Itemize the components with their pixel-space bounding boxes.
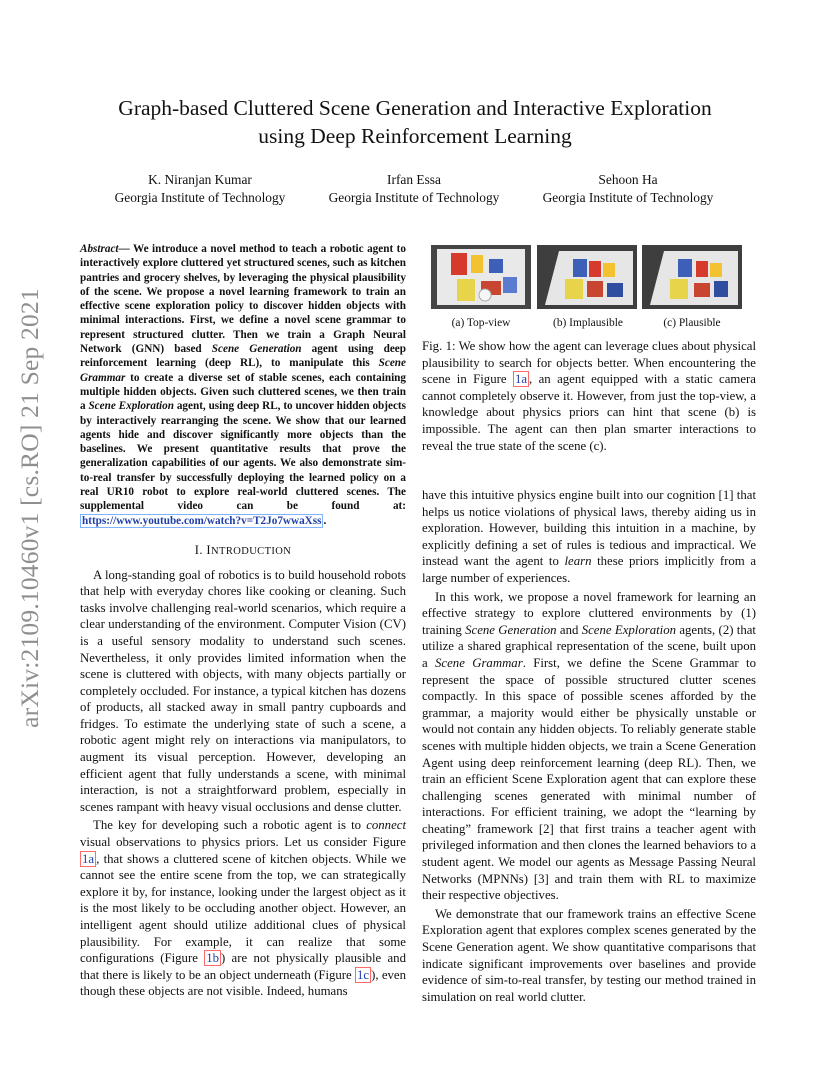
intro-paragraph-4: In this work, we propose a novel framework for learning an effective strategy to explore cluttered environments by (1) training Scene Generation and Scene Exploration agents, (2) that utilize a shared graphical representation of the scene, built upon a Scene Grammar. First, we define the Scene Grammar to represent the space of possible structured clutter scenes compactly. In this space of possible scenes afforded by the grammar, a majority would either be physically unstable or would not contain any hidden objects. To reliably generate stable scenes with multiple hidden objects, we train a Scene Generation Agent using deep reinforcement learning (deep RL). Then, we train an efficient Scene Exploration agent that can explore these challenging scenes generated with minimal number of interactions. For efficient training, we adopt the “learning by cheating” framework [2] that first trains a teacher agent with privileged information and then clones the learned behaviors to a student agent. We model our agents as Message Passing Neural Networks (MPNNs) [3] and train them with RL to maximize their respective objectives. (422, 589, 756, 903)
abstract: Abstract— We introduce a novel method to teach a robotic agent to interactively explore cluttered yet structured scenes, such as kitchen pantries and grocery shelves, by leveraging the physical plausibility of the scene. We propose a novel learning framework to train an effective scene exploration policy to discover hidden objects with minimal interactions. First, we define a novel scene grammar to represent structured clutter. Then we train a Graph Neural Network (GNN) based Scene Generation agent using deep reinforcement learning (deep RL), to manipulate this Scene Grammar to create a diverse set of stable scenes, each containing multiple hidden objects. Given such cluttered scenes, we then train a Scene Exploration agent, using deep RL, to uncover hidden objects by interactively rearranging the scene. We show that our learned agents hide and discover significantly more objects than the baselines. We present quantitative results that prove the generalization capabilities of our agents. We also demonstrate sim-to-real transfer by successfully deploying the learned policy on a real UR10 robot to explore real-world cluttered scenes. The supplemental video can be found at: https://www.youtube.com/watch?v=T2Jo7wwaXss . (80, 243, 407, 527)
abstract-lead: Abstract (80, 243, 119, 255)
right-column (422, 487, 756, 1007)
title-line-1: Graph-based Cluttered Scene Generation and Interactive Exploration (118, 96, 712, 120)
figure-caption: Fig. 1: We show how the agent can leverage clues about physical plausibility to search for objects better. When encountering the scene in Figure 1a , an agent equipped with a static camera cannot completely observe it. However, from just the top-view, a knowledge about physics priors can hint that scene (b) is impossible. The agent can then plan smarter interactions to reveal the true state of the scene (c). (422, 339, 756, 453)
figure-ref-1c[interactable]: 1c (357, 967, 370, 982)
author-block (80, 171, 750, 211)
plausible-scene-image (642, 245, 742, 309)
author-affiliation: Georgia Institute of Technology (542, 190, 714, 205)
author-2 (299, 171, 529, 207)
arxiv-id-text: arXiv:2109.10460v1 [cs.RO] 21 Sep 2021 (15, 288, 44, 728)
author-name: Irfan Essa (387, 172, 441, 187)
author-3 (513, 171, 743, 207)
title-line-2: using Deep Reinforcement Learning (258, 124, 572, 148)
author-affiliation: Georgia Institute of Technology (328, 190, 500, 205)
subcaption-a: (a) Top-view (451, 317, 511, 329)
author-1 (85, 171, 315, 207)
intro-paragraph-1: A long-standing goal of robotics is to build household robots that help with everyday chores like cooking or cleaning. Such tasks involve challenging real-world scenarios, which require a clear understanding of the environment. Computer Vision (CV) is a useful sensory modality to understand such scenes. Nevertheless, it only provides limited information when the scene is cluttered with objects, with many objects partially or completely occluded. For instance, a typical kitchen has dozens of products, all stacked away in small pantry cupboards and fridges. To estimate the underlying state of such a scene, a robotic agent might rely on interactions via manipulators, to augment its visual perception. However, developing an efficient agent that fully understands a scene, with minimal interaction, is not a straightforward problem, especially in scenes rampant with heavy visual occlusions and dense clutter. (80, 567, 406, 814)
subcaption-c: (c) Plausible (663, 317, 721, 329)
author-name: K. Niranjan Kumar (148, 172, 252, 187)
figure-ref-1b[interactable]: 1b (206, 951, 219, 966)
figure-1 (430, 245, 756, 329)
intro-paragraph-2: The key for developing such a robotic agent is to connect visual observations to physics priors. Let us consider Figure 1a , that shows a cluttered scene of kitchen objects. While we cannot see the entire scene from the top, we can strategically explore it by, for instance, looking under the largest object as it is the most likely to be occluding another object. However, an intelligent agent should utilize additional clues of physical plausibility. For example, it can realize that some configurations (Figure 1b ) are not physically plausible and that there is likely to be an object underneath (Figure 1c ), even though these objects are not visible. Indeed, humans (80, 818, 406, 999)
implausible-scene-image (537, 245, 637, 309)
arxiv-identifier (6, 288, 54, 728)
subcaption-b: (b) Implausible (553, 317, 623, 329)
author-affiliation: Georgia Institute of Technology (114, 190, 286, 205)
section-heading-introduction: I. INTRODUCTION (194, 542, 292, 557)
left-column (80, 242, 406, 1002)
figure-ref-1a[interactable]: 1a (82, 851, 95, 866)
figure-ref-1a[interactable]: 1a (514, 372, 528, 387)
top-view-image (431, 245, 531, 309)
video-link[interactable]: https://www.youtube.com/watch?v=T2Jo7wwaXss (82, 514, 322, 527)
paper-title (80, 94, 750, 150)
author-name: Sehoon Ha (598, 172, 658, 187)
intro-paragraph-5: We demonstrate that our framework trains an effective Scene Exploration agent that explores complex scenes generated by the Scene Generation agent. We show quantitative comparisons that indicate significant improvements over baselines and provide evidence of sim-to-real transfer, by testing our method trained in simulation on real world clutter. (422, 906, 756, 1004)
intro-paragraph-3: have this intuitive physics engine built into our cognition [1] that helps us notice violations of physical laws, thereby aiding us in exploration. However, building this intuition in a machine, by explicitly defining a set of rules is tedious and impractical. We instead want the agent to learn these priors implicitly from a large number of experiences. (422, 488, 756, 585)
